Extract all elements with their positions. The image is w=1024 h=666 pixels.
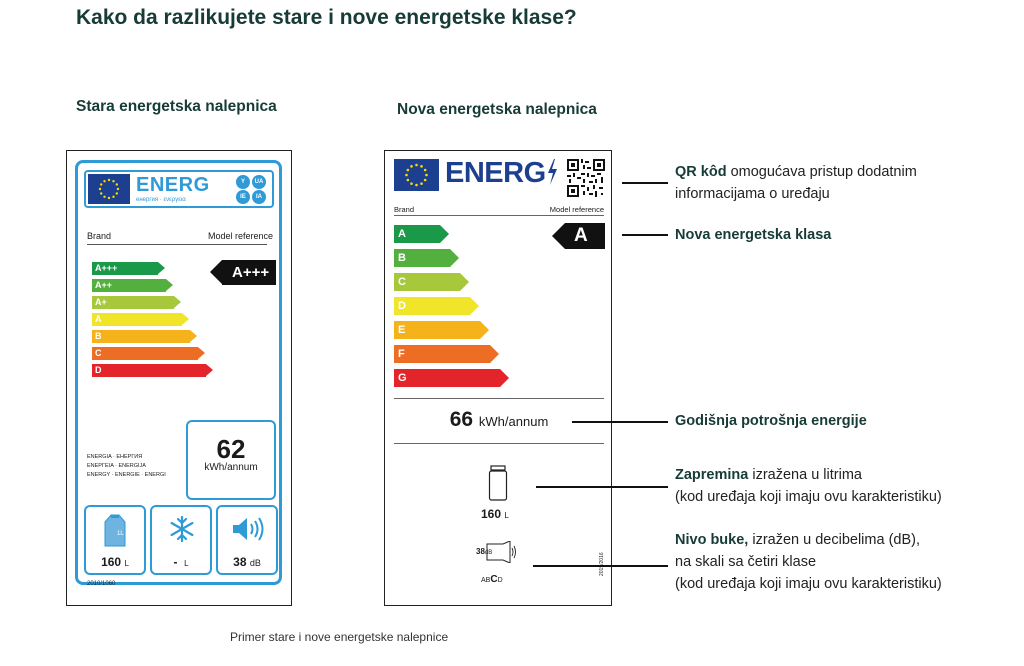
qr-pointer-line bbox=[622, 182, 668, 184]
old-class-bar: A+++ bbox=[92, 262, 158, 275]
eu-flag-icon bbox=[394, 159, 439, 191]
new-consumption-value: 66 bbox=[449, 408, 474, 431]
new-rating-arrow: A bbox=[565, 223, 605, 249]
page-title: Kako da razlikujete stare i nove energetske klase? bbox=[76, 6, 577, 29]
qr-annotation: QR kôd omogućava pristup dodatnim informacijama o uređaju bbox=[675, 164, 917, 202]
old-class-bar: D bbox=[92, 364, 206, 377]
new-class-bar: D bbox=[394, 297, 470, 315]
bottle-icon bbox=[488, 465, 508, 501]
old-energ-subtitle: енергия · ενεργεια bbox=[136, 197, 186, 203]
new-class-bar: F bbox=[394, 345, 490, 363]
figure-caption: Primer stare i nove energetske nalepnice bbox=[230, 630, 449, 644]
new-class-bar: A bbox=[394, 225, 440, 243]
old-model-reference: Model reference bbox=[207, 231, 273, 241]
old-class-bar: A bbox=[92, 313, 182, 326]
new-volume-value: 160 bbox=[481, 507, 502, 521]
old-label-border bbox=[75, 160, 282, 585]
new-class-bar: E bbox=[394, 321, 480, 339]
old-volume-box: 1L 160 L bbox=[84, 505, 146, 575]
divider bbox=[394, 398, 604, 399]
class-pointer-line bbox=[622, 234, 668, 236]
lang-badge: UA bbox=[252, 175, 266, 189]
volume-annotation: Zapremina izražena u litrima (kod uređaja koji imaju ovu karakteristiku) bbox=[675, 467, 942, 505]
noise-pointer-line bbox=[533, 565, 668, 567]
old-rating-arrow: A+++ bbox=[222, 260, 276, 285]
old-brand: Brand bbox=[87, 231, 112, 241]
old-consumption-value: 62 bbox=[216, 434, 246, 464]
consumption-annotation: Godišnja potrošnja energije bbox=[675, 413, 867, 429]
old-consumption-box bbox=[186, 420, 276, 500]
old-label-heading: Stara energetska nalepnica bbox=[76, 98, 277, 115]
old-noise-box: 38 dB bbox=[216, 505, 278, 575]
new-energy-label bbox=[384, 150, 612, 606]
old-class-bar: A+ bbox=[92, 296, 174, 309]
qr-code-icon[interactable] bbox=[567, 159, 605, 197]
snowflake-icon bbox=[168, 515, 196, 543]
divider bbox=[394, 443, 604, 444]
divider bbox=[394, 215, 604, 216]
speaker-icon bbox=[230, 515, 266, 543]
new-consumption bbox=[385, 408, 613, 432]
lang-badge: Y bbox=[236, 175, 250, 189]
lightning-icon bbox=[546, 159, 558, 185]
new-noise-value: 38dB bbox=[476, 547, 493, 556]
new-class-bar: C bbox=[394, 273, 460, 291]
old-energia-text: ENERGIA · ЕНЕРГИЯ ΕΝΕΡΓΕΙΑ · ENERGIJA ENERGY · ENERGIE · ENERGI bbox=[87, 454, 166, 478]
eu-flag-icon bbox=[88, 174, 130, 204]
old-class-bar: A++ bbox=[92, 279, 166, 292]
divider bbox=[87, 244, 267, 245]
old-energy-label bbox=[66, 150, 292, 606]
old-energ-logo: ENERG bbox=[136, 174, 210, 196]
volume-pointer-line bbox=[536, 486, 668, 488]
new-brand: Brand bbox=[394, 205, 415, 214]
new-energ-logo: ENERG bbox=[445, 157, 558, 190]
noise-annotation: Nivo buke, izražen u decibelima (dB), na skali sa četiri klase (kod uređaja koji imaju ovu karakteristiku) bbox=[675, 532, 942, 592]
old-consumption-unit: kWh/annum bbox=[204, 462, 258, 473]
old-label-header bbox=[84, 170, 274, 208]
old-class-bar: B bbox=[92, 330, 190, 343]
class-annotation: Nova energetska klasa bbox=[675, 227, 832, 243]
new-noise-classes: ABCD bbox=[481, 574, 503, 585]
new-class-bar: B bbox=[394, 249, 450, 267]
new-model-reference: Model reference bbox=[549, 205, 604, 214]
milk-carton-icon bbox=[101, 513, 129, 547]
consumption-pointer-line bbox=[572, 421, 668, 423]
new-consumption-unit: kWh/annum bbox=[478, 414, 549, 429]
old-freezer-box: - L bbox=[150, 505, 212, 575]
lang-badge: IA bbox=[252, 190, 266, 204]
svg-text:1L: 1L bbox=[117, 531, 124, 537]
old-volume-value: 160 bbox=[101, 555, 122, 569]
lang-badge: IE bbox=[236, 190, 250, 204]
new-label-heading: Nova energetska nalepnica bbox=[397, 101, 597, 118]
old-regulation-number: 2010/1060 bbox=[87, 581, 116, 587]
old-class-bar: C bbox=[92, 347, 198, 360]
old-noise-value: 38 bbox=[233, 555, 247, 569]
old-freezer-value: - bbox=[173, 555, 178, 569]
new-volume: 160 L bbox=[481, 507, 509, 521]
new-class-bar: G bbox=[394, 369, 500, 387]
